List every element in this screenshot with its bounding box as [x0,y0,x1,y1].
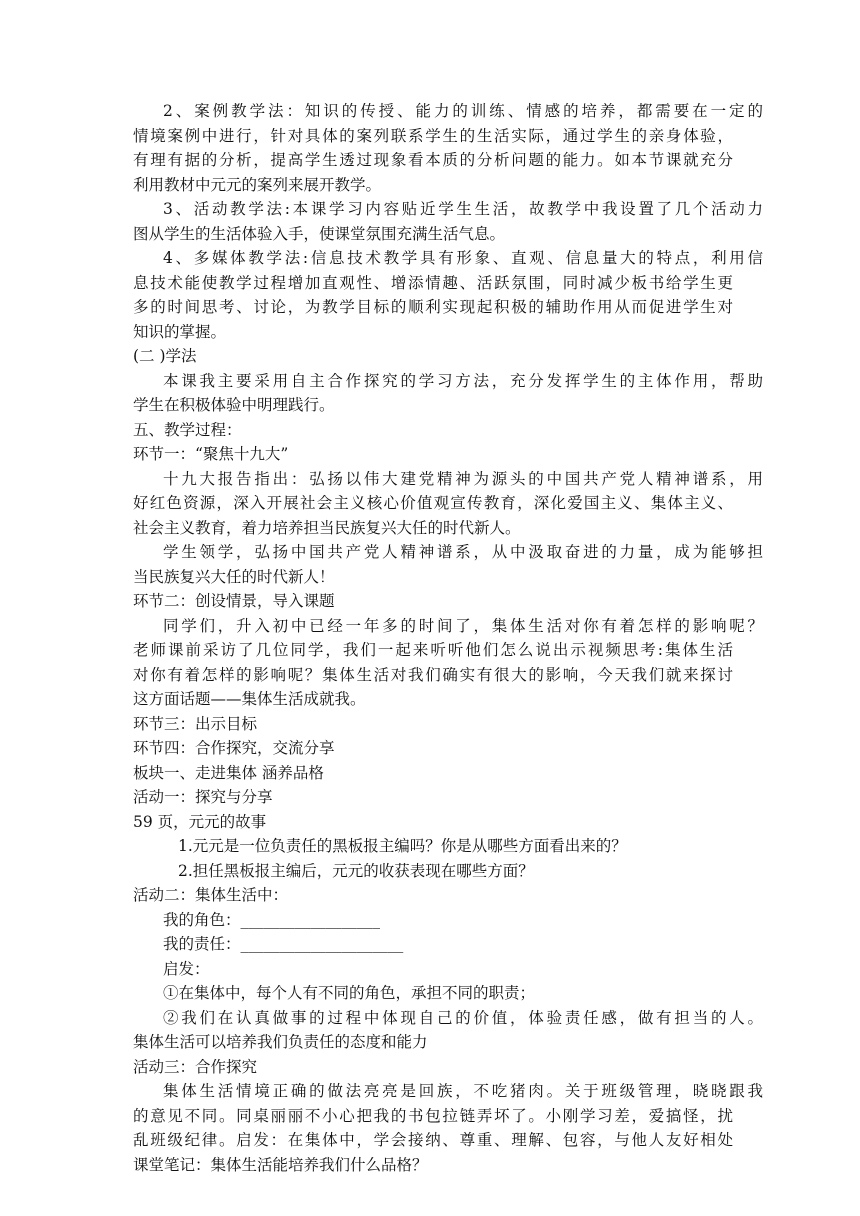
text-line: 息技术能使教学过程增加直观性、增添情趣、活跃氛围，同时减少板书给学生更 [133,273,733,292]
text-line: 4、多媒体教学法:信息技术教学具有形象、直观、信息量大的特点，利用信 [163,249,763,267]
text-line: 2、案例教学法：知识的传授、能力的训练、情感的培养，都需要在一定的 [163,102,763,120]
text-line: 59 页，元元的故事 [133,812,267,831]
text-line: ②我们在认真做事的过程中体现自己的价值，体验责任感，做有担当的人。 [163,1008,763,1027]
text-line: 社会主义教育，着力培养担当民族复兴大任的时代新人。 [133,518,521,537]
section-heading: (二 )学法 [133,347,197,365]
section-heading: 环节二：创设情景，导入课题 [133,592,335,610]
text-line: 这方面话题——集体生活成就我。 [133,690,366,708]
text-line: 集体生活可以培养我们负责任的态度和能力 [133,1033,428,1051]
text-line: 本课我主要采用自主合作探究的学习方法，充分发挥学生的主体作用，帮助 [163,371,763,390]
text-line: 同学们，升入初中已经一年多的时间了，集体生活对你有着怎样的影响呢？ [163,616,763,635]
text-line: 多的时间思考、讨论，为教学目标的顺利实现起积极的辅助作用从而促进学生对 [133,298,733,316]
text-line: 启发： [163,959,210,978]
fill-in-line: 我的角色：__________________ [163,910,381,929]
text-line: 好红色资源，深入开展社会主义核心价值观宣传教育，深化爱国主义、集体主义、 [133,494,733,512]
text-line: 利用教材中元元的案列来展开教学。 [133,175,382,194]
fill-in-line: 我的责任：_____________________ [163,935,404,953]
text-line: 课堂笔记：集体生活能培养我们什么品格？ [133,1155,428,1174]
section-heading: 环节四：合作探究，交流分享 [133,739,335,757]
text-line: 情境案例中进行，针对具体的案列联系学生的生活实际，通过学生的亲身体验， [133,126,733,145]
text-line: 3、活动教学法:本课学习内容贴近学生生活，故教学中我设置了几个活动力 [163,200,763,218]
section-heading: 环节一：“聚焦十九大” [133,445,289,463]
text-line: ①在集体中，每个人有不同的角色，承担不同的职责； [163,984,536,1002]
text-line: 有理有据的分析，提高学生透过现象看本质的分析问题的能力。如本节课就充分 [133,151,733,169]
list-item: 1.元元是一位负责任的黑板报主编吗？你是从哪些方面看出来的？ [178,837,627,855]
text-line: 的意见不同。同桌丽丽不小心把我的书包拉链弄坏了。小刚学习差，爱搞怪，扰 [133,1106,733,1125]
text-line: 学生领学，弘扬中国共产党人精神谱系，从中汲取奋进的力量，成为能够担 [163,543,763,561]
section-heading: 五、教学过程： [133,420,242,439]
text-line: 当民族复兴大任的时代新人！ [133,567,335,586]
section-heading: 环节三：出示目标 [133,714,258,733]
text-line: 集体生活情境正确的做法亮亮是回族，不吃猪肉。关于班级管理，晓晓跟我 [163,1082,763,1100]
list-item: 2.担任黑板报主编后，元元的收获表现在哪些方面？ [178,861,534,880]
section-heading: 板块一、走进集体 涵养品格 [133,763,324,782]
section-heading: 活动二：集体生活中： [133,886,289,904]
section-heading: 活动一：探究与分享 [133,788,273,806]
text-line: 知识的掌握。 [133,322,227,341]
text-line: 学生在积极体验中明理践行。 [133,396,335,414]
text-line: 老师课前采访了几位同学，我们一起来听听他们怎么说出示视频思考:集体生活 [133,641,733,659]
text-line: 图从学生的生活体验入手，使课堂氛围充满生活气息。 [133,224,506,243]
text-line: 对你有着怎样的影响呢？集体生活对我们确实有很大的影响，今天我们就来探讨 [133,665,733,684]
text-line: 乱班级纪律。启发：在集体中，学会接纳、尊重、理解、包容，与他人友好相处 [133,1131,733,1149]
section-heading: 活动三：合作探究 [133,1057,258,1076]
text-line: 十九大报告指出：弘扬以伟大建党精神为源头的中国共产党人精神谱系，用 [163,469,763,488]
